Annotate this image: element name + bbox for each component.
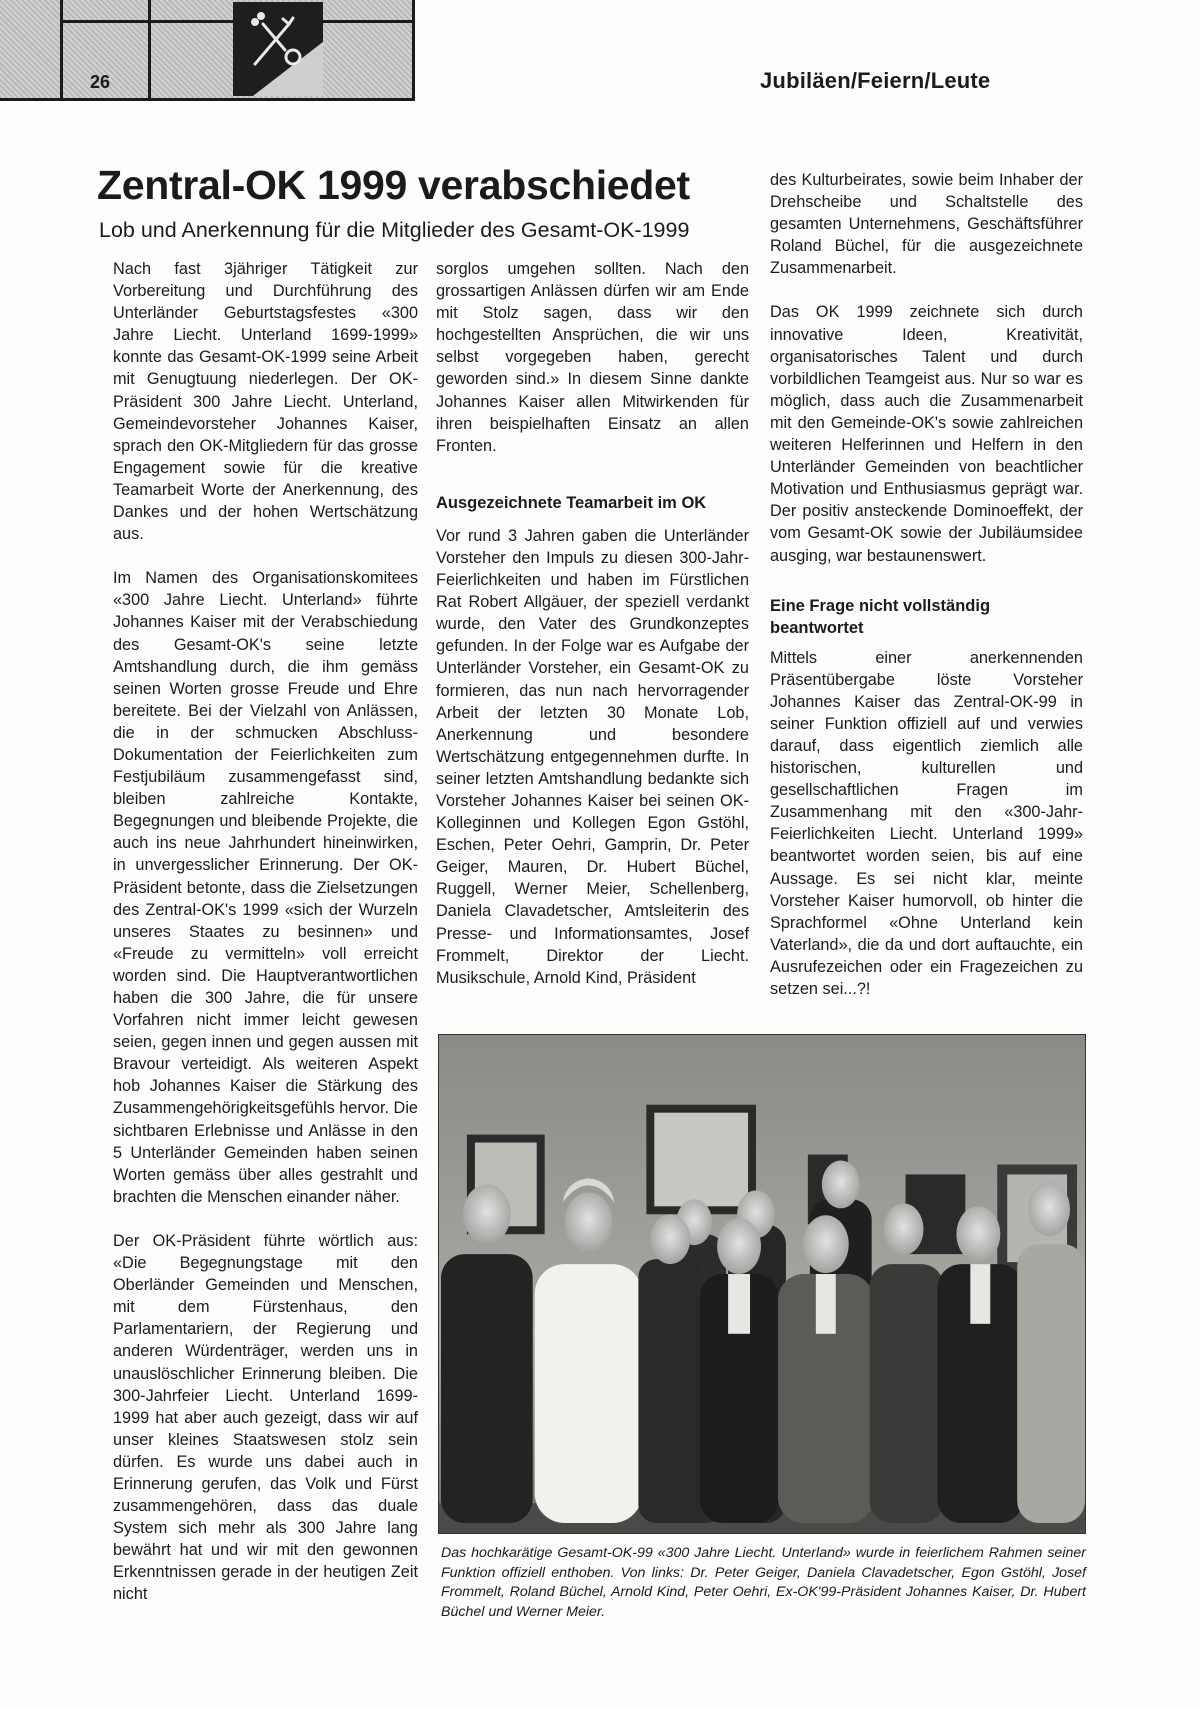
paragraph: des Kulturbeirates, sowie beim Inhaber der Drehscheibe und Schaltstelle des gesamten Unternehmens, Geschäftsführer Roland Büchel, für die ausgezeichnete Zusammenarbeit. (770, 171, 1083, 278)
photo-caption: Das hochkarätige Gesamt-OK-99 «300 Jahre Liecht. Unterland» wurde in feierlichem Rahmen seiner Funktion offiziell enthoben. Von links: Dr. Peter Geiger, Daniela Clavadetscher, Egon Gstöhl, Josef Frommelt, Roland Büchel, Arnold Kind, Peter Oehri, Ex-OK'99-Präsident Johannes Kaiser, Dr. Hubert Büchel und Werner Meier. (441, 1545, 1086, 1621)
paragraph: Der OK-Präsident führte wörtlich aus: «Die Begegnungstage mit den Oberländer Gemeinden und Menschen, mit dem Fürstenhaus, den Parlamentariern, der Regierung und anderen Würdenträger, werden uns in unauslöschlicher Erinnerung bleiben. Die 300-Jahrfeier Liecht. Unterland 1699-1999 hat aber auch gezeigt, dass wir auf unser kleines Staatswesen stolz sein dürfen. Es wurde uns dabei auch in Erinnerung gerufen, das Volk und Fürst zusammengehören, dass das duale System sich mehr als 300 Jahre lang bewährt hat und wir mit den gewonnen Erkenntnissen gerade in der heutigen Zeit nicht (113, 1231, 418, 1604)
article-subtitle: Lob und Anerkennung für die Mitglieder des Gesamt-OK-1999 (99, 218, 690, 242)
subheading-team: Ausgezeichnete Teamarbeit im OK (436, 493, 707, 512)
page-number: 26 (90, 72, 111, 92)
column-1 (113, 258, 418, 1606)
header-divider (412, 0, 415, 98)
paragraph: Nach fast 3jähriger Tätigkeit zur Vorbereitung und Durchführung des Unterländer Geburtstagsfestes «300 Jahre Liecht. Unterland 1699-1999» konnte das Gesamt-OK-1999 seine Arbeit mit Genugtuung niederlegen. Der OK-Präsident 300 Jahre Liecht. Unterland, Gemeindevorsteher Johannes Kaiser, sprach den OK-Mitgliedern für das grosse Engagement sowie für die kreative Teamarbeit Worte der Anerkennung, des Dankes und der hohen Wertschätzung aus. (113, 260, 418, 544)
paragraph: Mittels einer anerkennenden Präsentübergabe löste Vorsteher Johannes Kaiser das Zentral-OK-99 in seiner Funktion offiziell auf und verwies darauf, dass eigentlich ziemlich alle historischen, kulturellen und gesellschaftlichen Fragen im Zusammenhang mit den «300-Jahr-Feierlichkeiten Liecht. Unterland 1999» beantwortet worden seien, bis auf eine Aussage. Es sei nicht klar, meinte Vorsteher Kaiser humorvoll, ob hinter die Sprachformel «Ohne Unterland kein Vaterland», die da und dort auftauchte, ein Ausrufezeichen oder ein Fragezeichen zu setzen sei...?! (770, 648, 1083, 998)
column-3 (770, 169, 1083, 1000)
header-divider (60, 0, 63, 98)
group-photo (438, 1034, 1086, 1534)
paragraph: Im Namen des Organisationskomitees «300 Jahre Liecht. Unterland» führte Johannes Kaiser mit der Verabschiedung des Gesamt-OK's seine letzte Amtshandlung durch, die ihm gemäss seinen Worten grosse Freude und Ehre bereitete. Bei der Vielzahl von Anlässen, die in der schmucken Abschluss-Dokumentation der Feierlichkeiten zum Festjubiläum zusammengefasst sind, bleiben zahlreiche Kontakte, Begegnungen und bleibende Projekte, die auch ins neue Jahrhundert hineinwirken, in unvergesslicher Erinnerung. Der OK-Präsident betonte, dass die Zielsetzungen des Zentral-OK's 1999 «sich der Wurzeln unseres Staates zu besinnen» und «Freude zu vermitteln» voll erreicht worden sind. Die Hauptverantwortlichen haben die 300 Jahre, die für unsere Vorfahren nicht immer leicht gewesen seien, gegen innen und gegen aussen mit Bravour verteidigt. Als weiteren Aspekt hob Johannes Kaiser die Stärkung des Zusammengehörigkeitsgefühls hervor. Die sichtbaren Erlebnisse und Anlässe in den 5 Unterländer Gemeinden haben seinen Worten gemäss über alles gestrahlt und brachten die Menschen einander näher. (113, 569, 418, 1206)
column-2 (436, 258, 749, 989)
header-divider (148, 0, 151, 98)
coat-of-arms-icon (233, 2, 323, 96)
subheading-question: Eine Frage nicht vollständig beantwortet (770, 596, 991, 637)
paragraph: Vor rund 3 Jahren gaben die Unterländer Vorsteher den Impuls zu diesen 300-Jahr-Feierlichkeiten und haben im Fürstlichen Rat Robert Allgäuer, der speziell verdankt wurde, den Vater des Grundkonzeptes gefunden. In der Folge war es Aufgabe der Unterländer Vorsteher, ein Gesamt-OK zu formieren, das nun nach hervorragender Arbeit der letzten 30 Monate Lob, Anerkennung und besondere Wertschätzung entgegennehmen durfte. In seiner letzten Amtshandlung bedankte sich Vorsteher Johannes Kaiser bei seinen OK-Kolleginnen und Kollegen Egon Gstöhl, Eschen, Peter Oehri, Gamprin, Dr. Peter Geiger, Mauren, Dr. Hubert Büchel, Ruggell, Werner Meier, Schellenberg, Daniela Clavadetscher, Amtsleiterin des Presse- und Informationsamtes, Josef Frommelt, Direktor der Liecht. Musikschule, Arnold Kind, Präsident (436, 526, 749, 987)
article-title: Zentral-OK 1999 verabschiedet (97, 162, 690, 208)
paragraph: sorglos umgehen sollten. Nach den grossartigen Anlässen dürfen wir am Ende mit Stolz sagen, dass wir den hochgestellten Ansprüchen, die wir uns selbst vorgegeben haben, gerecht geworden sind.» In diesem Sinne dankte Johannes Kaiser allen Mitwirkenden für ihren beispielhaften Einsatz an allen Fronten. (436, 260, 749, 455)
section-title: Jubiläen/Feiern/Leute (760, 68, 991, 93)
paragraph: Das OK 1999 zeichnete sich durch innovative Ideen, Kreativität, organisatorisches Talent und durch vorbildlichen Teamgeist aus. Nur so war es möglich, dass auch die Zusammenarbeit mit den Gemeinde-OK's sowie zahlreichen weiteren Helferinnen und Helfern in den Unterländer Gemeinden von beachtlicher Motivation und Enthusiasmus geprägt war. Der positiv ansteckende Dominoeffekt, der vom Gesamt-OK sowie der Jubiläumsidee ausging, war bestaunenswert. (770, 303, 1083, 565)
